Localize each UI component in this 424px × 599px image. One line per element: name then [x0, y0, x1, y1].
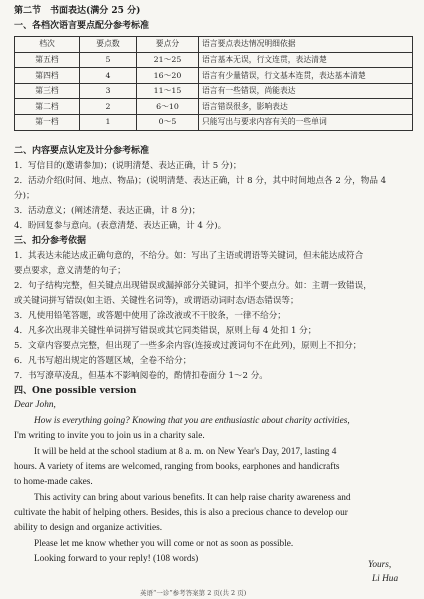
table-cell: 3 — [80, 83, 137, 99]
letter-line: hours. A variety of items are welcomed, ranging from books, earphones and handicrafts — [14, 462, 340, 472]
table-cell: 6～10 — [137, 99, 199, 115]
table-row — [15, 83, 413, 99]
table-row — [15, 68, 413, 84]
deduction-line: 3．凡使用铅笔答题，或答题中使用了涂改液或不干胶条，一律不给分； — [14, 311, 286, 321]
content-point-line: 3．活动意义；(阐述清楚、表达正确，计 8 分)； — [14, 206, 201, 216]
table-cell: 1 — [80, 114, 137, 130]
letter-line: I'm writing to invite you to join us in a charity sale. — [14, 431, 205, 441]
letter-line: This activity can bring about various benefits. It can help raise charity awareness and — [34, 493, 351, 503]
table-cell: 只能写出与要求内容有关的一些单词 — [199, 114, 413, 130]
part1-title: 一、各档次语言要点配分参考标准 — [14, 21, 150, 31]
table-cell: 4 — [80, 68, 137, 84]
deduction-line: 7．书写潦草凌乱，但基本不影响阅卷的，酌情扣卷面分 1～2 分。 — [14, 371, 268, 381]
table-cell: 第四档 — [15, 68, 80, 84]
part2-title: 二、内容要点认定及计分参考标准 — [14, 146, 150, 156]
table-cell: 第五档 — [15, 52, 80, 68]
table-row — [15, 99, 413, 115]
letter-line: ability to design and organize activities. — [14, 523, 163, 533]
table-cell: 2 — [80, 99, 137, 115]
section-title: 第二节 书面表达 — [14, 6, 87, 16]
letter-salutation: Dear John, — [14, 400, 56, 410]
table-row — [15, 52, 413, 68]
letter-line: cultivate the habit of helping others. Besides, this is also a precious chance to develop our — [14, 508, 348, 518]
deduction-line: 或关键词拼写错误(如主语、关键性名词等)，或谓语动词时态/语态错误等； — [14, 296, 299, 306]
content-point-line: 2．活动介绍(时间、地点、物品)；(说明清楚、表达正确，计 8 分，其中时间地点各 2 分，物品 4 — [14, 176, 387, 186]
table-header-cell: 档次 — [15, 37, 80, 53]
letter-line: Looking forward to your reply! (108 words) — [34, 554, 199, 564]
deduction-line: 要点要求，意义清楚的句子； — [14, 266, 126, 276]
section-points: (满分 25 分) — [86, 6, 141, 16]
table-cell: 语言基本无误，行文连贯，表达清楚 — [199, 52, 413, 68]
table-cell: 16～20 — [137, 68, 199, 84]
table-cell: 第三档 — [15, 83, 80, 99]
part3-title: 三、扣分参考依据 — [14, 236, 87, 246]
letter-line: to home-made cakes. — [14, 477, 93, 487]
letter-line: It will be held at the school stadium at 8 a. m. on New Year's Day, 2017, lasting 4 — [34, 447, 337, 457]
table-header-cell: 语言要点表达情况明细依据 — [199, 37, 413, 53]
letter-closing: Yours, — [368, 560, 392, 570]
table-cell: 语言错误很多，影响表达 — [199, 99, 413, 115]
letter-line: Please let me know whether you will come or not as soon as possible. — [34, 539, 294, 549]
deduction-line: 1．其表达未能达成正确句意的，不给分。如：写出了主语或谓语等关键词，但未能达成符合 — [14, 251, 364, 261]
table-cell: 第一档 — [15, 114, 80, 130]
letter-signature: Li Hua — [372, 574, 399, 584]
letter-text: How is everything going? Knowing that you are enthusiastic about charity activities, — [34, 416, 350, 426]
content-point-line: 4．盼回复参与意向。(表意清楚、表达正确，计 4 分)。 — [14, 221, 227, 231]
grading-table — [14, 36, 413, 131]
deduction-line: 4．凡多次出现非关键性单词拼写错误或其它同类错误，原则上每 4 处扣 1 分； — [14, 326, 317, 336]
table-cell: 语言有一些错误，尚能表达 — [199, 83, 413, 99]
table-cell: 语言有少量错误，行文基本连贯，表达基本清楚 — [199, 68, 413, 84]
table-cell: 0～5 — [137, 114, 199, 130]
table-cell: 5 — [80, 52, 137, 68]
table-header-cell: 要点分 — [137, 37, 199, 53]
table-cell: 11～15 — [137, 83, 199, 99]
table-header-cell: 要点数 — [80, 37, 137, 53]
content-point-line: 1．写信目的(邀请参加)；(说明清楚、表达正确，计 5 分)； — [14, 161, 242, 171]
part4-title: 四、One possible version — [14, 386, 137, 396]
deduction-line: 2．句子结构完整，但关键点出现错误或漏掉部分关键词，扣半个要点分。如：主谓一致错误， — [14, 281, 372, 291]
page-footer: 英语“一诊”参考答案第 2 页(共 2 页) — [140, 589, 247, 597]
table-row — [15, 114, 413, 130]
table-cell: 第二档 — [15, 99, 80, 115]
table-cell: 21～25 — [137, 52, 199, 68]
table-header-row — [15, 37, 413, 53]
deduction-line: 6．凡书写超出规定的答题区域，全卷不给分； — [14, 356, 192, 366]
content-point-line: 分)； — [14, 191, 35, 201]
section-heading — [14, 6, 140, 17]
deduction-line: 5．文章内容要点完整，但出现了一些多余内容(连接或过渡词句不在此列)，原则上不扣分； — [14, 341, 362, 351]
letter-line — [34, 416, 414, 428]
